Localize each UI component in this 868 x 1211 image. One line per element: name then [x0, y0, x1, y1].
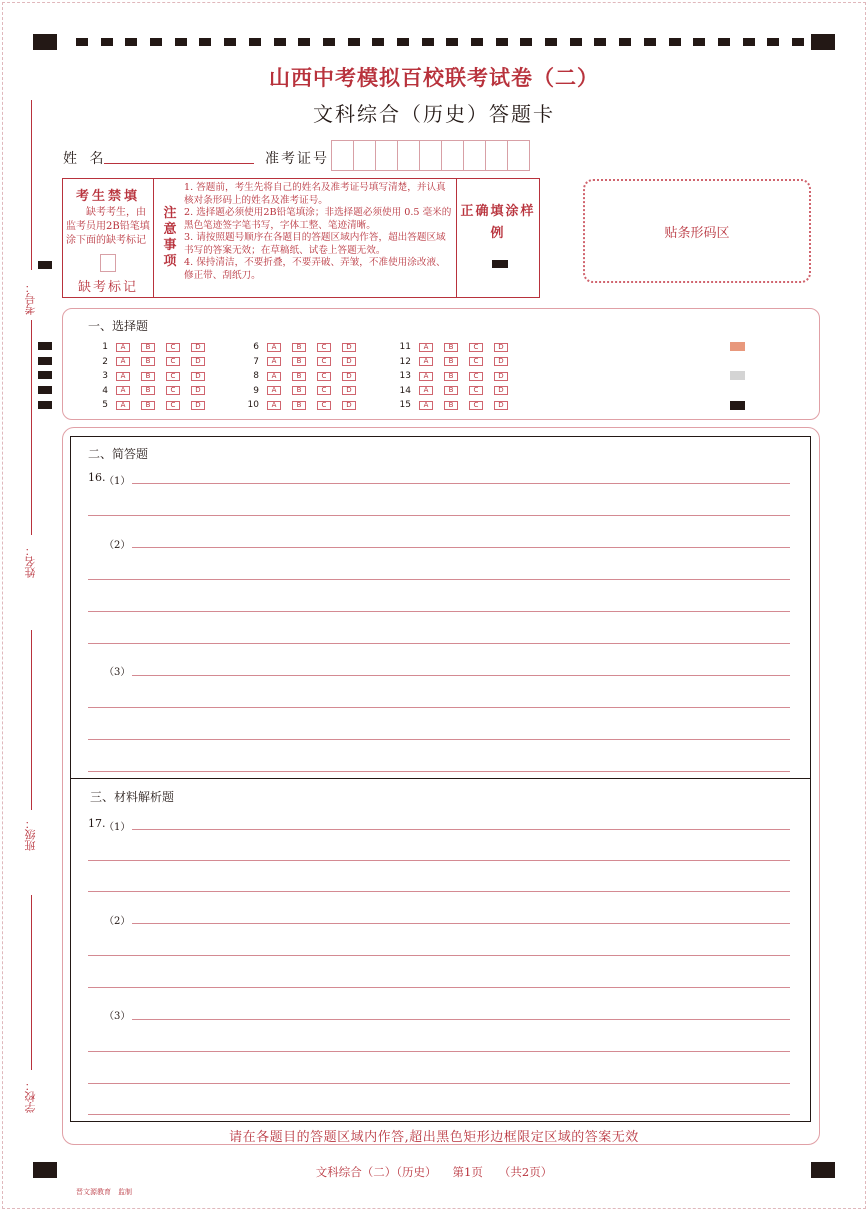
choice-number: 14 — [399, 385, 411, 396]
choice-row-15 — [393, 398, 519, 413]
timing-mark-left — [38, 386, 52, 394]
side-label-school: 学校： — [24, 1080, 37, 1113]
choice-row-2 — [90, 355, 216, 370]
choice-option-d[interactable]: D — [191, 343, 205, 352]
footer-page: 第1页 — [452, 1165, 483, 1179]
timing-mark-left — [38, 357, 52, 365]
q16-part-3: （3） — [104, 667, 131, 678]
choice-column-3 — [393, 340, 519, 413]
timing-mark — [669, 38, 681, 46]
question-17-label: 17. — [88, 817, 106, 830]
choice-option-c[interactable]: C — [469, 357, 483, 366]
choice-option-c[interactable]: C — [166, 357, 180, 366]
answer-line[interactable] — [88, 1051, 790, 1052]
timing-mark — [274, 38, 286, 46]
choice-option-b[interactable]: B — [141, 386, 155, 395]
choice-number: 4 — [102, 385, 108, 396]
choice-row-11 — [393, 340, 519, 355]
choice-option-a[interactable]: A — [116, 401, 130, 410]
choice-option-d[interactable]: D — [494, 386, 508, 395]
notes-list — [184, 182, 454, 282]
timing-mark — [199, 38, 211, 46]
choice-row-14 — [393, 384, 519, 399]
timing-mark — [175, 38, 187, 46]
timing-mark — [249, 38, 261, 46]
choice-option-b[interactable]: B — [444, 357, 458, 366]
absent-text: 缺考考生，由监考员用2B铅笔填涂下面的缺考标记 — [66, 207, 150, 246]
answer-line[interactable] — [88, 739, 790, 740]
q17-part-3: （3） — [104, 1011, 131, 1022]
choice-option-c[interactable]: C — [317, 386, 331, 395]
answer-line[interactable] — [88, 515, 790, 516]
note-item: 3. 请按照题号顺序在各题目的答题区域内作答，超出答题区域书写的答案无效；在草稿纸、试卷上答题无效。 — [184, 232, 446, 256]
timing-mark — [348, 38, 360, 46]
choice-row-5 — [90, 398, 216, 413]
choice-option-c[interactable]: C — [469, 343, 483, 352]
timing-mark — [619, 38, 631, 46]
exam-id-digit-box[interactable] — [397, 140, 420, 171]
timing-mark — [101, 38, 113, 46]
answer-line[interactable] — [88, 771, 790, 772]
choice-option-d[interactable]: D — [342, 343, 356, 352]
absent-title: 考生禁填 — [75, 189, 140, 204]
choice-option-c[interactable]: C — [317, 372, 331, 381]
absent-checkbox[interactable] — [100, 254, 116, 272]
short-answer-title: 二、简答题 — [88, 447, 149, 461]
timing-mark — [496, 38, 508, 46]
exam-id-digit-box[interactable] — [331, 140, 354, 171]
answer-line[interactable] — [88, 579, 790, 580]
material-title: 三、材料解析题 — [90, 790, 175, 804]
timing-mark — [520, 38, 532, 46]
exam-id-digit-box[interactable] — [419, 140, 442, 171]
q16-part-2: （2） — [104, 540, 131, 551]
color-mark — [730, 342, 745, 351]
timing-mark-left — [38, 261, 52, 269]
answer-line[interactable] — [88, 860, 790, 861]
barcode-area — [583, 179, 811, 283]
choice-option-b[interactable]: B — [292, 343, 306, 352]
choice-option-d[interactable]: D — [342, 386, 356, 395]
timing-mark — [594, 38, 606, 46]
side-line — [31, 630, 32, 810]
choice-option-c[interactable]: C — [317, 343, 331, 352]
note-item: 2. 选择题必须使用2B铅笔填涂；非选择题必须使用 0.5 毫米的黑色笔迹签字笔书写，字体工整、笔迹清晰。 — [184, 207, 452, 231]
timing-mark — [422, 38, 434, 46]
exam-id-digit-box[interactable] — [485, 140, 508, 171]
choice-number: 1 — [102, 342, 108, 353]
choice-option-a[interactable]: A — [419, 357, 433, 366]
choice-number: 10 — [247, 400, 259, 411]
timing-mark — [397, 38, 409, 46]
notes-heading-char: 注 — [163, 206, 177, 221]
answer-line[interactable] — [88, 643, 790, 644]
timing-mark — [792, 38, 804, 46]
choice-option-a[interactable]: A — [419, 386, 433, 395]
sample-filled-mark — [492, 260, 508, 268]
color-mark — [730, 401, 745, 410]
timing-mark — [323, 38, 335, 46]
timing-mark-left — [38, 371, 52, 379]
timing-mark — [545, 38, 557, 46]
timing-mark — [298, 38, 310, 46]
timing-mark — [76, 38, 88, 46]
choice-row-3 — [90, 369, 216, 384]
side-line — [31, 895, 32, 1070]
timing-mark — [224, 38, 236, 46]
choice-row-9 — [241, 384, 367, 399]
choice-option-c[interactable]: C — [166, 372, 180, 381]
q16-part-1: （1） — [104, 476, 131, 487]
choice-number: 13 — [399, 371, 411, 382]
exam-id-digit-box[interactable] — [507, 140, 530, 171]
brand-label: 晋文源教育 监制 — [76, 1188, 132, 1196]
choice-title: 一、选择题 — [88, 319, 149, 333]
timing-mark — [743, 38, 755, 46]
choice-option-c[interactable]: C — [317, 357, 331, 366]
timing-mark — [446, 38, 458, 46]
choice-option-a[interactable]: A — [116, 386, 130, 395]
notes-heading-char: 事 — [163, 238, 177, 253]
choice-number: 2 — [102, 356, 108, 367]
timing-mark — [471, 38, 483, 46]
timing-mark-left — [38, 342, 52, 350]
choice-option-c[interactable]: C — [469, 372, 483, 381]
exam-id-digit-box[interactable] — [441, 140, 464, 171]
notes-heading-char: 意 — [163, 222, 177, 237]
choice-option-b[interactable]: B — [141, 357, 155, 366]
timing-mark — [372, 38, 384, 46]
color-mark — [730, 371, 745, 380]
choice-row-1 — [90, 340, 216, 355]
answer-line[interactable] — [132, 547, 790, 548]
choice-number: 12 — [399, 356, 411, 367]
choice-option-d[interactable]: D — [494, 401, 508, 410]
choice-row-8 — [241, 369, 367, 384]
choice-option-a[interactable]: A — [419, 401, 433, 410]
q17-part-2: （2） — [104, 916, 131, 927]
timing-mark — [767, 38, 779, 46]
choice-option-c[interactable]: C — [166, 401, 180, 410]
choice-number: 5 — [102, 400, 108, 411]
choice-column-2 — [241, 340, 367, 413]
exam-id-label: 准考证号 — [265, 151, 329, 167]
section-divider — [70, 778, 811, 779]
choice-column-1 — [90, 340, 216, 413]
answer-line[interactable] — [88, 891, 790, 892]
choice-option-a[interactable]: A — [419, 343, 433, 352]
choice-option-c[interactable]: C — [317, 401, 331, 410]
choice-option-a[interactable]: A — [267, 372, 281, 381]
q17-part-1: （1） — [104, 822, 131, 833]
question-16-label: 16. — [88, 471, 106, 484]
answer-line[interactable] — [88, 707, 790, 708]
choice-row-13 — [393, 369, 519, 384]
choice-option-d[interactable]: D — [342, 401, 356, 410]
choice-option-a[interactable]: A — [267, 357, 281, 366]
choice-row-4 — [90, 384, 216, 399]
page-subtitle: 文科综合（历史）答题卡 — [313, 102, 555, 126]
answer-line[interactable] — [132, 675, 790, 676]
choice-option-a[interactable]: A — [116, 372, 130, 381]
choice-option-c[interactable]: C — [166, 343, 180, 352]
name-label: 姓 名 — [63, 151, 108, 167]
choice-option-d[interactable]: D — [494, 372, 508, 381]
choice-option-c[interactable]: C — [166, 386, 180, 395]
answer-line[interactable] — [88, 611, 790, 612]
timing-mark — [644, 38, 656, 46]
page-title: 山西中考模拟百校联考试卷（二） — [269, 65, 599, 90]
choice-number: 3 — [102, 371, 108, 382]
side-label-name: 姓名： — [24, 545, 37, 578]
notes-heading-char: 项 — [163, 254, 177, 269]
side-line — [31, 100, 32, 270]
absent-mark-label: 缺考标记 — [77, 280, 138, 295]
answer-line[interactable] — [132, 483, 790, 484]
barcode-label: 贴条形码区 — [664, 225, 730, 241]
choice-number: 11 — [399, 342, 411, 353]
footer-total: （共2页） — [498, 1165, 553, 1179]
choice-option-b[interactable]: B — [444, 372, 458, 381]
choice-option-a[interactable]: A — [267, 386, 281, 395]
choice-option-d[interactable]: D — [494, 357, 508, 366]
choice-option-d[interactable]: D — [191, 357, 205, 366]
choice-row-10 — [241, 398, 367, 413]
choice-option-d[interactable]: D — [191, 401, 205, 410]
corner-mark-top-right — [811, 34, 835, 50]
side-line — [31, 320, 32, 535]
choice-number: 7 — [253, 356, 259, 367]
timing-mark — [125, 38, 137, 46]
footer — [0, 1164, 868, 1180]
answer-line[interactable] — [88, 955, 790, 956]
choice-number: 15 — [399, 400, 411, 411]
side-label-class: 班级： — [24, 818, 37, 851]
choice-option-a[interactable]: A — [267, 343, 281, 352]
choice-option-d[interactable]: D — [494, 343, 508, 352]
choice-option-b[interactable]: B — [444, 386, 458, 395]
name-field[interactable] — [104, 163, 254, 164]
notes-heading — [160, 206, 180, 270]
footer-subject: 文科综合（二）（历史） — [315, 1165, 437, 1179]
choice-option-a[interactable]: A — [267, 401, 281, 410]
timing-mark — [693, 38, 705, 46]
answer-line[interactable] — [132, 1019, 790, 1020]
bottom-warning: 请在各题目的答题区域内作答,超出黑色矩形边框限定区域的答案无效 — [229, 1130, 639, 1145]
answer-line[interactable] — [132, 923, 790, 924]
choice-option-a[interactable]: A — [419, 372, 433, 381]
timing-mark — [718, 38, 730, 46]
exam-id-digit-box[interactable] — [353, 140, 376, 171]
corner-mark-top-left — [33, 34, 57, 50]
choice-number: 8 — [253, 371, 259, 382]
choice-option-b[interactable]: B — [292, 372, 306, 381]
answer-line[interactable] — [88, 1114, 790, 1115]
choice-option-b[interactable]: B — [444, 343, 458, 352]
choice-number: 9 — [253, 385, 259, 396]
choice-row-12 — [393, 355, 519, 370]
choice-row-7 — [241, 355, 367, 370]
choice-option-c[interactable]: C — [469, 386, 483, 395]
timing-mark — [150, 38, 162, 46]
choice-option-b[interactable]: B — [292, 357, 306, 366]
exam-id-digit-box[interactable] — [375, 140, 398, 171]
choice-option-b[interactable]: B — [141, 343, 155, 352]
choice-option-a[interactable]: A — [116, 343, 130, 352]
timing-marks — [76, 38, 804, 46]
exam-id-digit-box[interactable] — [463, 140, 486, 171]
timing-mark — [570, 38, 582, 46]
choice-option-d[interactable]: D — [342, 357, 356, 366]
choice-option-b[interactable]: B — [292, 386, 306, 395]
choice-option-b[interactable]: B — [141, 372, 155, 381]
side-label-exam-id: 考号： — [24, 282, 37, 315]
answer-line[interactable] — [88, 987, 790, 988]
note-item: 1. 答题前，考生先将自己的姓名及准考证号填写清楚，并认真核对条形码上的姓名及准考证号。 — [184, 182, 446, 206]
choice-option-c[interactable]: C — [469, 401, 483, 410]
sample-title: 正确填涂样例 — [460, 204, 536, 241]
choice-option-b[interactable]: B — [292, 401, 306, 410]
choice-option-d[interactable]: D — [191, 372, 205, 381]
choice-option-b[interactable]: B — [141, 401, 155, 410]
exam-id-boxes[interactable] — [332, 140, 530, 171]
choice-row-6 — [241, 340, 367, 355]
choice-option-a[interactable]: A — [116, 357, 130, 366]
answer-line[interactable] — [132, 829, 790, 830]
note-item: 4. 保持清洁，不要折叠，不要弄破、弄皱，不准使用涂改液、修正带、刮纸刀。 — [184, 257, 446, 281]
choice-option-d[interactable]: D — [191, 386, 205, 395]
answer-line[interactable] — [88, 1083, 790, 1084]
choice-option-b[interactable]: B — [444, 401, 458, 410]
choice-option-d[interactable]: D — [342, 372, 356, 381]
choice-number: 6 — [253, 342, 259, 353]
timing-mark-left — [38, 401, 52, 409]
